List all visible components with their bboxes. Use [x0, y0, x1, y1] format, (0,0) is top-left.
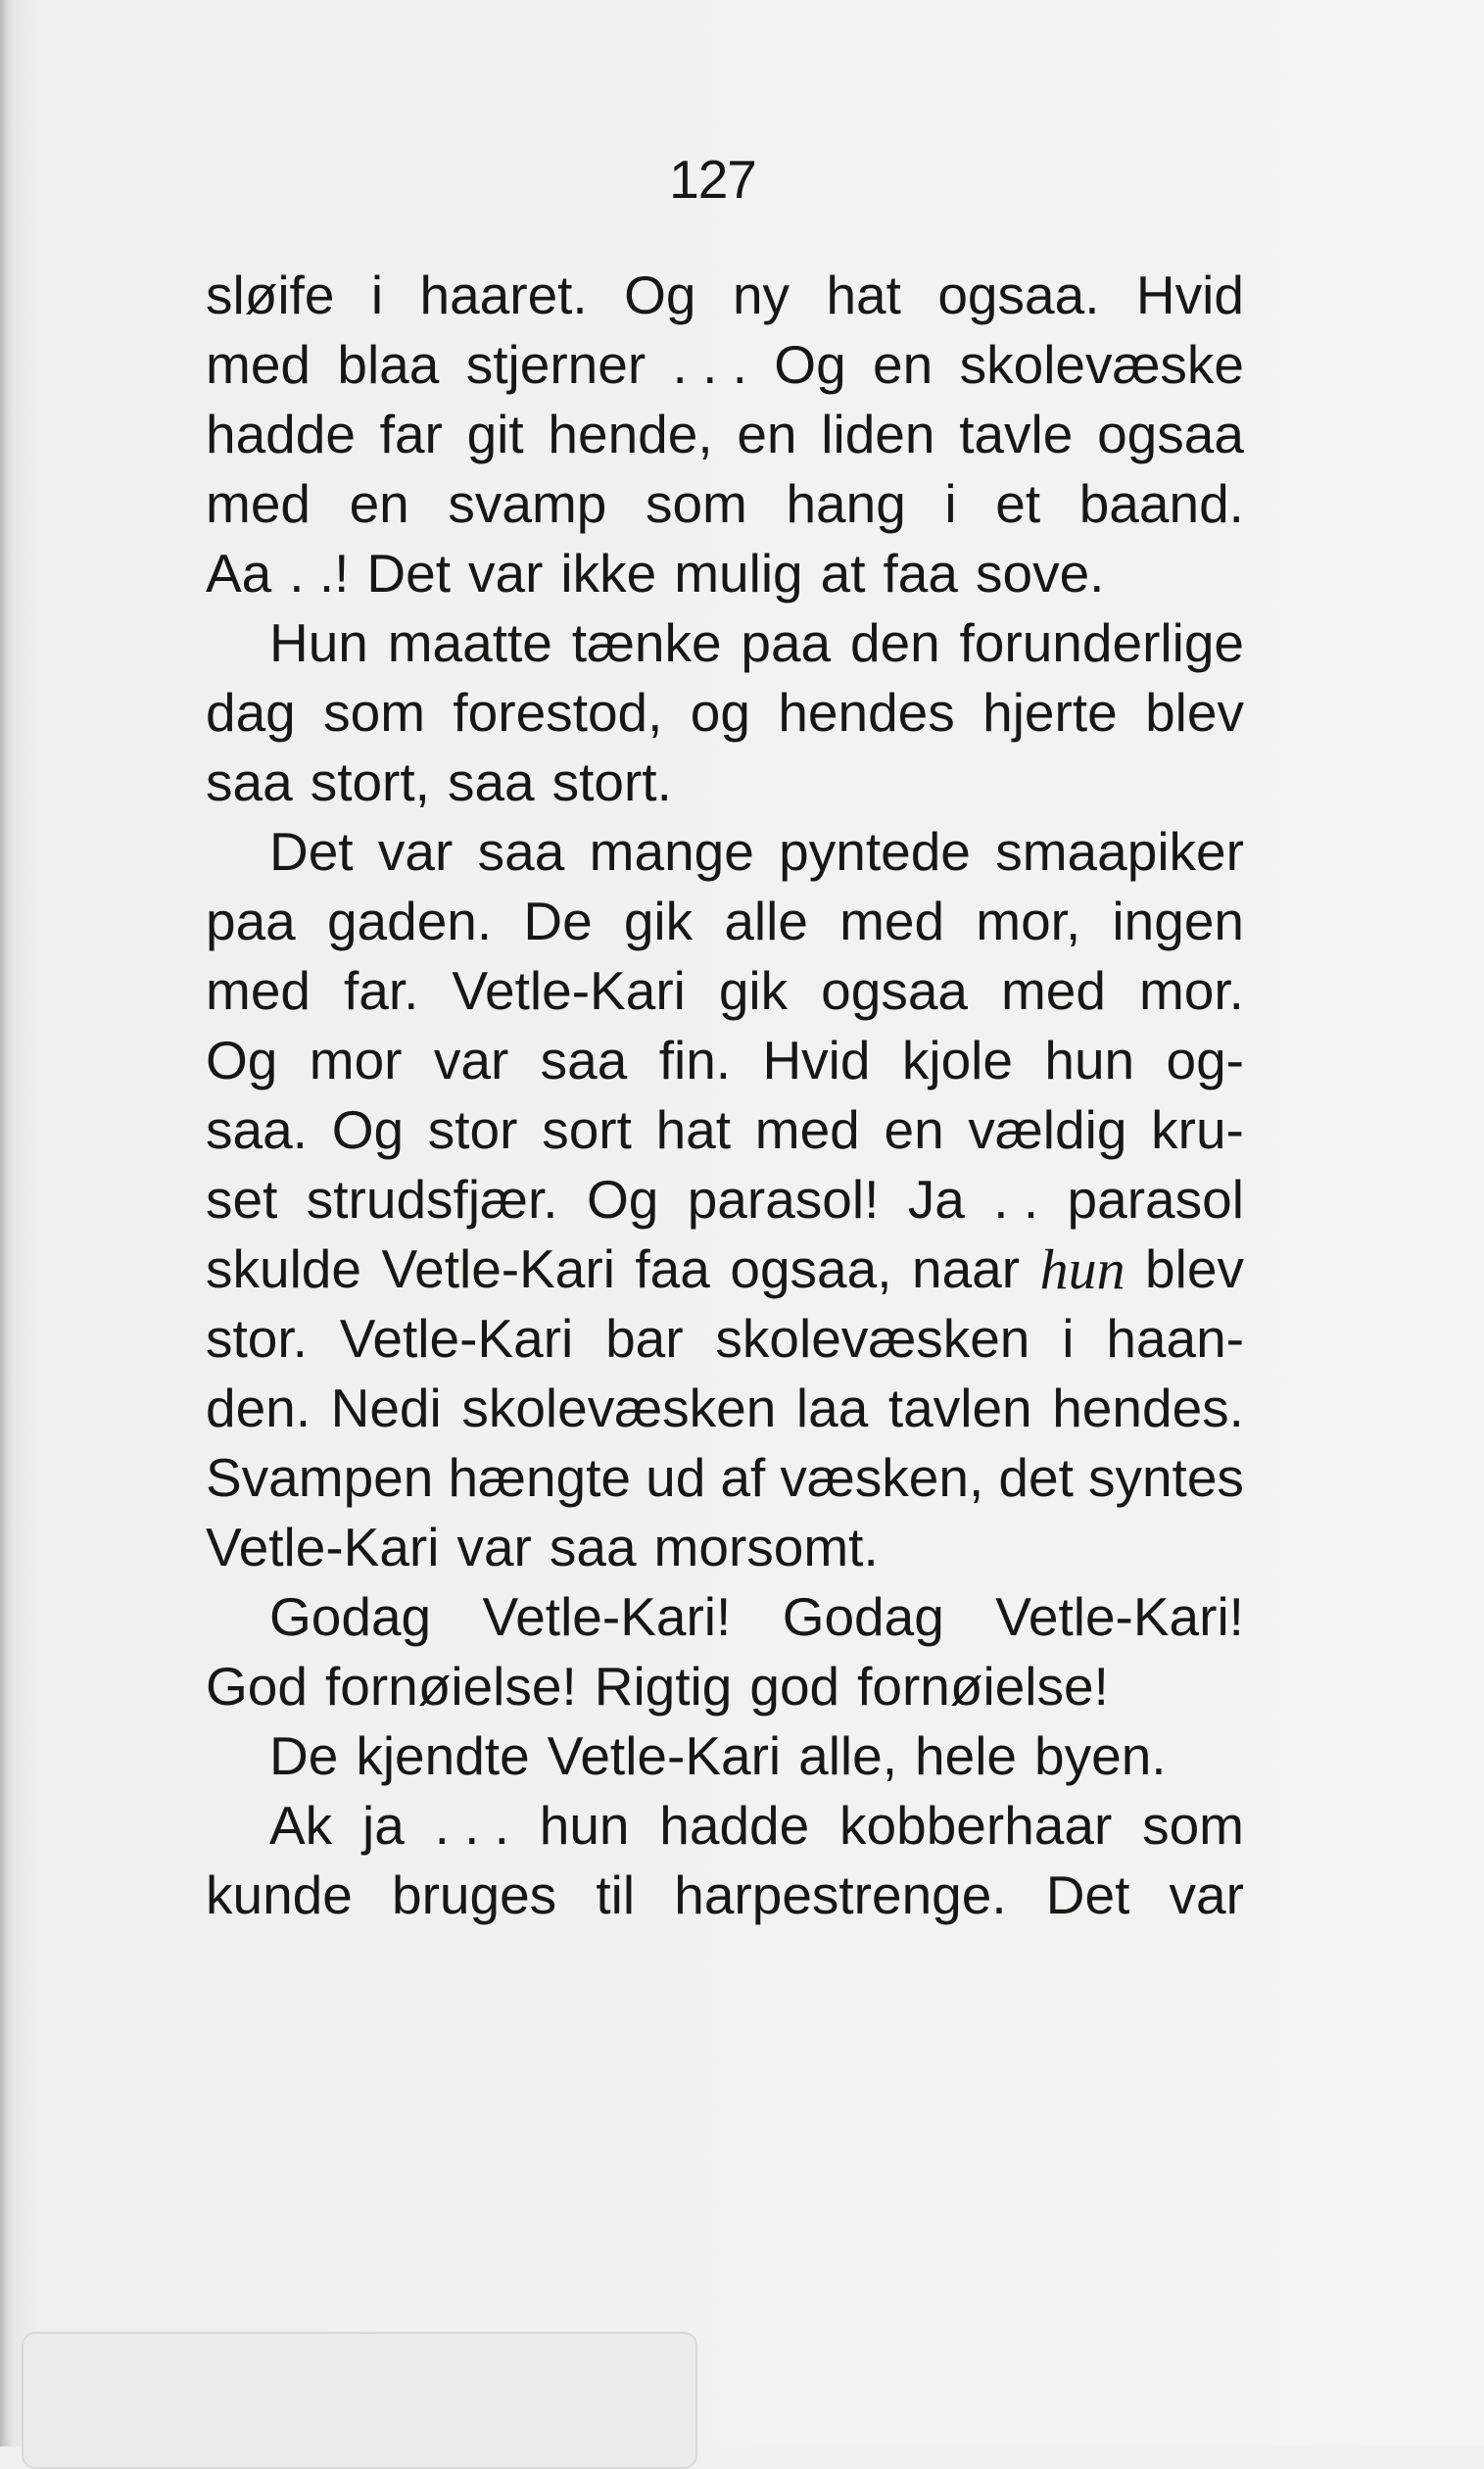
word: var	[468, 543, 544, 604]
word: hang	[786, 473, 906, 534]
word: Vetle-Kari	[339, 1308, 574, 1369]
word: laa	[795, 1378, 869, 1438]
word: stort.	[551, 751, 672, 812]
word: God	[206, 1656, 308, 1717]
word: far	[379, 404, 443, 464]
word: hun	[1039, 1237, 1125, 1301]
word: hjerte	[982, 682, 1118, 743]
word: blev	[1145, 1238, 1244, 1299]
word: en	[349, 473, 409, 534]
word: skolevæsken	[461, 1378, 777, 1438]
word: og	[690, 682, 750, 743]
word: Det	[1045, 1864, 1130, 1925]
word: hendes	[778, 682, 955, 743]
word: af	[720, 1447, 766, 1508]
word: sove.	[976, 543, 1105, 604]
word: Vetle-Kari	[452, 960, 686, 1021]
word: kunde	[206, 1864, 353, 1925]
word: Hun	[269, 612, 368, 673]
word: forestod,	[453, 682, 663, 743]
word: faa	[635, 1238, 710, 1299]
word: dag	[206, 682, 296, 743]
word: og-	[1166, 1030, 1244, 1090]
text-line	[206, 261, 1244, 330]
word: ingen	[1112, 891, 1244, 951]
word: var	[377, 821, 454, 882]
word: hun	[1044, 1030, 1135, 1090]
word: ogsaa.	[937, 265, 1100, 325]
word: stjerner	[465, 334, 646, 395]
word: paa	[741, 612, 832, 673]
word: fin.	[658, 1030, 732, 1090]
word: i	[1062, 1308, 1075, 1369]
word: mor,	[976, 891, 1081, 951]
word: hun	[539, 1795, 630, 1856]
word: svamp	[448, 473, 607, 534]
word: som	[323, 682, 426, 743]
word: mange	[589, 821, 754, 882]
word: i	[370, 265, 384, 325]
word: tænke	[571, 612, 722, 673]
word: gaden.	[326, 891, 493, 951]
word: mulig	[674, 543, 803, 604]
word: skolevæsken	[715, 1308, 1030, 1369]
word: til	[596, 1864, 636, 1925]
word: var	[456, 1517, 532, 1577]
word: forunderlige	[959, 612, 1244, 673]
word: stor	[427, 1099, 518, 1160]
word: en	[873, 334, 933, 395]
word: hadde	[659, 1795, 810, 1856]
word: Hvid	[1135, 265, 1244, 325]
word: en	[884, 1099, 944, 1160]
word: faa	[883, 543, 958, 604]
word: ja	[361, 1795, 405, 1856]
word: som	[645, 473, 747, 534]
word: ny	[732, 265, 790, 325]
word: sort	[542, 1099, 632, 1160]
word: vældig	[968, 1099, 1127, 1160]
word: ud	[646, 1447, 706, 1508]
word: morsomt.	[653, 1517, 879, 1577]
word: hat	[655, 1099, 732, 1160]
word: Og	[331, 1099, 405, 1160]
word: liden	[821, 404, 935, 464]
text-line	[206, 1791, 1244, 1861]
word: med	[206, 960, 311, 1021]
word: Det	[269, 821, 354, 882]
text-line	[206, 1582, 1244, 1652]
word: det	[998, 1447, 1074, 1508]
library-tab-label	[22, 2332, 697, 2469]
word: tavlen	[887, 1378, 1032, 1438]
word: saa	[549, 1517, 637, 1577]
word: Hvid	[762, 1030, 871, 1090]
word: Det	[366, 543, 451, 604]
word: set	[206, 1169, 278, 1230]
word: Rigtig	[594, 1656, 733, 1717]
word: blev	[1145, 682, 1244, 743]
word: ogsaa,	[730, 1238, 892, 1299]
word: med	[839, 891, 945, 951]
word: mor	[309, 1030, 403, 1090]
word: Ja	[907, 1169, 965, 1230]
word: Godag	[782, 1586, 944, 1647]
word: hadde	[206, 404, 356, 464]
text-line	[206, 1095, 1244, 1165]
text-line	[206, 1513, 1244, 1582]
word: sløife	[206, 265, 335, 325]
word: tavle	[959, 404, 1074, 464]
word: gik	[718, 960, 789, 1021]
word: Godag	[269, 1586, 432, 1647]
word: Aa	[206, 543, 272, 604]
word: Vetle-Kari	[547, 1725, 782, 1786]
word: gik	[623, 891, 694, 951]
word: Ak	[269, 1795, 333, 1856]
word: den	[849, 612, 940, 673]
word: haaret.	[419, 265, 588, 325]
text-line	[206, 1721, 1244, 1791]
word: Og	[624, 265, 696, 325]
text-line	[206, 887, 1244, 956]
word: saa	[477, 821, 565, 882]
word: . .!	[289, 543, 350, 604]
word: var	[433, 1030, 509, 1090]
word: god	[749, 1656, 840, 1717]
body-text	[206, 261, 1244, 1930]
text-line	[206, 1861, 1244, 1930]
word: med	[1000, 960, 1106, 1021]
word: saa	[447, 751, 535, 812]
word: hele	[915, 1725, 1018, 1786]
text-line	[206, 748, 1244, 817]
word: harpestrenge.	[674, 1864, 1007, 1925]
word: Svampen	[206, 1447, 434, 1508]
word: den.	[206, 1378, 311, 1438]
word: . . .	[672, 334, 747, 395]
word: Vetle-Kari!	[482, 1586, 732, 1647]
word: skulde	[206, 1238, 361, 1299]
word: Nedi	[330, 1378, 442, 1438]
word: maatte	[387, 612, 552, 673]
word: saa	[540, 1030, 628, 1090]
text-line	[206, 1234, 1244, 1304]
word: parasol	[1067, 1169, 1244, 1230]
word: med	[206, 334, 311, 395]
text-line	[206, 469, 1244, 539]
word: med	[206, 473, 311, 534]
word: kjendte	[356, 1725, 530, 1786]
text-line	[206, 400, 1244, 469]
word: at	[820, 543, 866, 604]
word: blaa	[337, 334, 440, 395]
word: hat	[826, 265, 901, 325]
word: som	[1142, 1795, 1244, 1856]
word: De	[269, 1725, 339, 1786]
text-line	[206, 539, 1244, 608]
word: Vetle-Kari	[206, 1517, 440, 1577]
text-line	[206, 330, 1244, 400]
word: stort,	[310, 751, 430, 812]
word: var	[1169, 1864, 1244, 1925]
word: De	[523, 891, 593, 951]
text-line	[206, 1652, 1244, 1721]
word: Og	[206, 1030, 278, 1090]
word: fornøielse!	[324, 1656, 577, 1717]
word: parasol!	[687, 1169, 880, 1230]
text-line	[206, 1304, 1244, 1374]
word: i	[944, 473, 957, 534]
word: baand.	[1078, 473, 1244, 534]
word: kjole	[901, 1030, 1013, 1090]
text-line	[206, 956, 1244, 1026]
word: smaapiker	[995, 821, 1244, 882]
word: ikke	[560, 543, 657, 604]
word: ogsaa	[1097, 404, 1244, 464]
word: Vetle-Kari	[381, 1238, 615, 1299]
word: kru-	[1151, 1099, 1244, 1160]
word: byen.	[1034, 1725, 1167, 1786]
word: skolevæske	[959, 334, 1244, 395]
word: mor.	[1138, 960, 1244, 1021]
text-line	[206, 678, 1244, 748]
word: hendes.	[1052, 1378, 1244, 1438]
word: paa	[206, 891, 296, 951]
word: bar	[605, 1308, 684, 1369]
word: bruges	[392, 1864, 557, 1925]
word: . .	[993, 1169, 1039, 1230]
binding-edge	[0, 0, 14, 2446]
word: saa.	[206, 1099, 308, 1160]
text-line	[206, 1443, 1244, 1513]
word: pyntede	[779, 821, 971, 882]
word: git	[466, 404, 524, 464]
word: hængte	[448, 1447, 632, 1508]
word: en	[737, 404, 797, 464]
text-line	[206, 608, 1244, 678]
word: et	[995, 473, 1041, 534]
word: alle,	[798, 1725, 898, 1786]
word: Og	[586, 1169, 659, 1230]
text-line	[206, 1165, 1244, 1234]
word: haan-	[1106, 1308, 1244, 1369]
word: naar	[911, 1238, 1021, 1299]
page-number: 127	[669, 149, 756, 210]
word: ogsaa	[821, 960, 968, 1021]
word: syntes	[1087, 1447, 1244, 1508]
word: alle	[724, 891, 808, 951]
text-line	[206, 1374, 1244, 1443]
word: kobberhaar	[839, 1795, 1113, 1856]
text-line	[206, 1026, 1244, 1095]
word: saa	[206, 751, 293, 812]
word: Vetle-Kari!	[995, 1586, 1244, 1647]
word: far.	[343, 960, 419, 1021]
text-line	[206, 817, 1244, 887]
word: stor.	[206, 1308, 308, 1369]
word: hende,	[548, 404, 713, 464]
word: Og	[774, 334, 846, 395]
word: væsken,	[780, 1447, 984, 1508]
word: med	[754, 1099, 860, 1160]
word: fornøielse!	[857, 1656, 1109, 1717]
word: strudsfjær.	[306, 1169, 558, 1230]
word: . . .	[434, 1795, 509, 1856]
